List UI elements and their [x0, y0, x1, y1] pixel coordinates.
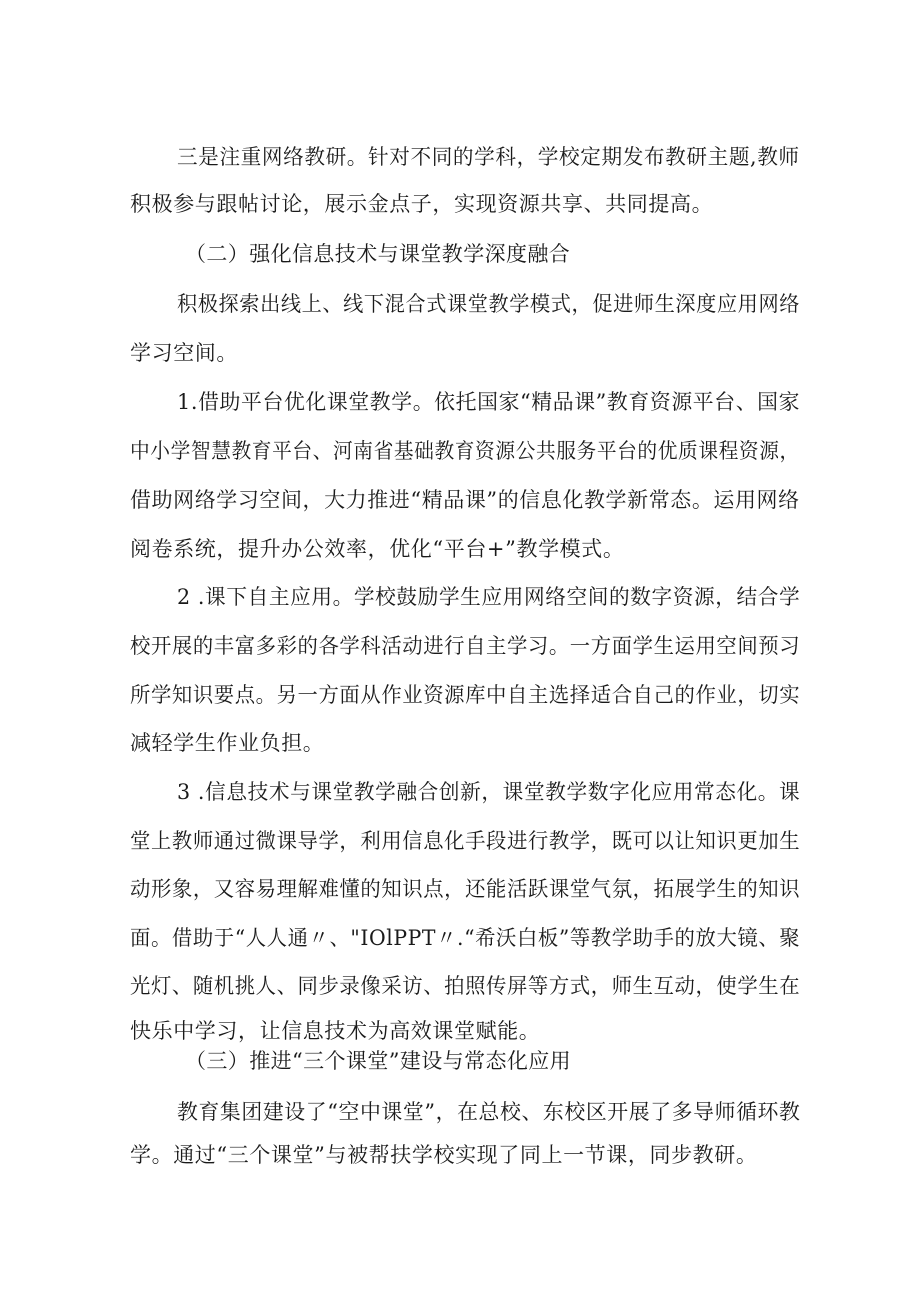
paragraph-line: 1.借助平台优化课堂教学。依托国家“精品课”教育资源平台、国家	[177, 390, 801, 414]
paragraph-line: 教育集团建设了“空中课堂”，在总校、东校区开展了多导师循环教	[177, 1100, 801, 1124]
paragraph-line: 学。通过“三个课堂”与被帮扶学校实现了同上一节课，同步教研。	[130, 1143, 758, 1167]
paragraph-line: 中小学智慧教育平台、河南省基础教育资源公共服务平台的优质课程资源，	[130, 439, 800, 463]
paragraph-line: 光灯、随机挑人、同步录像采访、拍照传屏等方式，师生互动，使学生在	[130, 974, 801, 998]
paragraph-line: 所学知识要点。另一方面从作业资源库中自主选择适合自己的作业，切实	[130, 683, 801, 707]
paragraph-line: 3 .信息技术与课堂教学融合创新，课堂教学数字化应用常态化。课	[177, 780, 801, 804]
paragraph-line: 学习空间。	[130, 341, 238, 365]
paragraph-line: 借助网络学习空间，大力推进“精品课”的信息化教学新常态。运用网络	[130, 488, 800, 512]
paragraph-line: 快乐中学习，让信息技术为高效课堂赋能。	[130, 1019, 541, 1043]
paragraph-line: 减轻学生作业负担。	[130, 731, 325, 755]
paragraph-line: 动形象，又容易理解难懂的知识点，还能活跃课堂气氛，拓展学生的知识	[130, 877, 801, 901]
paragraph-line: 阅卷系统，提升办公效率，优化“平台+”教学模式。	[130, 537, 625, 561]
paragraph-line: 堂上教师通过微课导学，利用信息化手段进行教学，既可以让知识更加生	[130, 829, 801, 853]
paragraph-line: 面。借助于“人人通〃、"IOlPPT〃.“希沃白板”等教学助手的放大镜、聚	[130, 926, 801, 950]
paragraph-line: 积极探索出线上、线下混合式课堂教学模式，促进师生深度应用网络	[177, 292, 800, 316]
section-heading: （三）推进“三个课堂”建设与常态化应用	[185, 1049, 572, 1073]
paragraph-line: 三是注重网络教研。针对不同的学科，学校定期发布教研主题,教师	[177, 145, 800, 169]
paragraph-line: 2 .课下自主应用。学校鼓励学生应用网络空间的数字资源，结合学	[177, 585, 801, 609]
section-heading: （二）强化信息技术与课堂教学深度融合	[185, 242, 571, 266]
paragraph-line: 校开展的丰富多彩的各学科活动进行自主学习。一方面学生运用空间预习	[130, 634, 801, 658]
paragraph-line: 积极参与跟帖讨论，展示金点子，实现资源共享、共同提高。	[130, 192, 714, 216]
